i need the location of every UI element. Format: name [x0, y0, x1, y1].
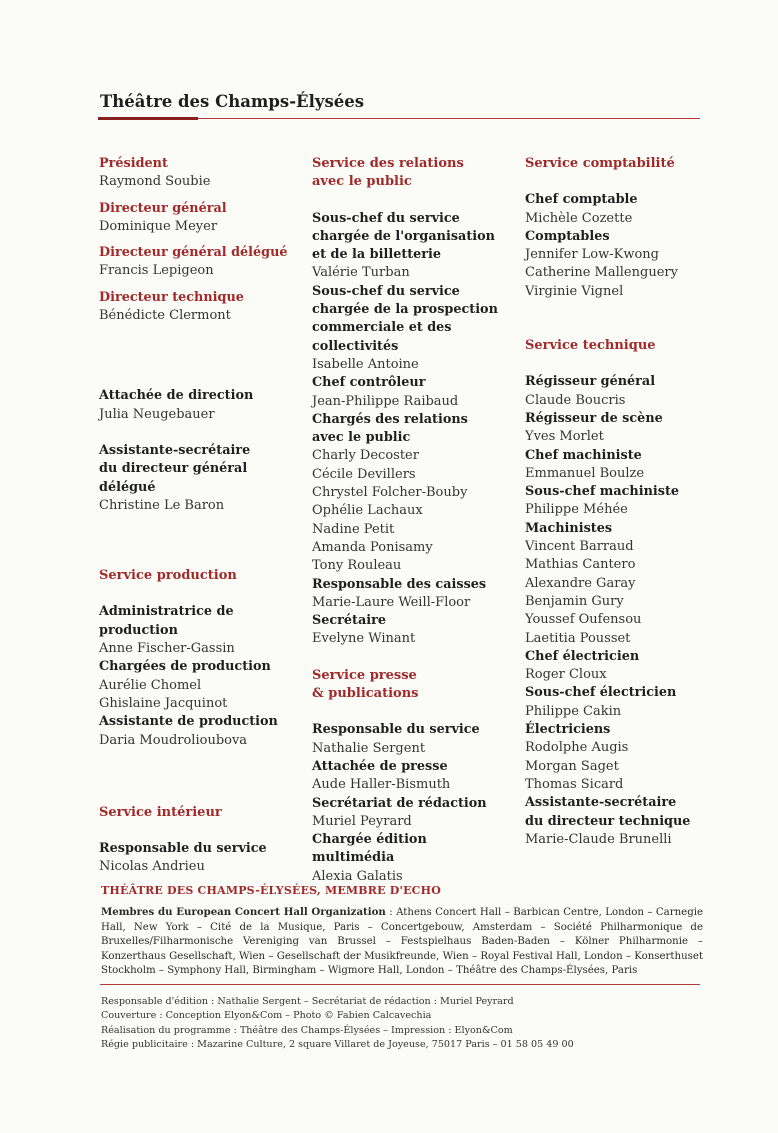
role-title: chargée de l'organisation: [312, 228, 495, 244]
role-title: Régisseur général: [525, 374, 656, 390]
person-name: Julia Neugebauer: [99, 406, 215, 422]
person-name: Evelyne Winant: [312, 631, 416, 647]
person-name: Rodolphe Augis: [525, 740, 629, 756]
role-title: Chargée édition multimédia: [312, 832, 427, 866]
echo-membership: [101, 884, 703, 979]
person-name: Nicolas Andrieu: [99, 859, 205, 875]
person-name: Valérie Turban: [312, 265, 410, 281]
echo-members: : Athens Concert Hall – Barbican Centre, London – Carnegie Hall, New York – Cité de la Musique, Paris – Concertgebouw, Amsterdam – Société Philharmonique de Bruxelles/Filharmonische Vereniging van Brussel – Festspielhaus Baden-Baden – Kölner Philharmonie – Konzerthaus Gesellschaft, Wien – Gesellschaft der Musikfreunde, Wien – Royal Festival Hall, London – Konserthuset Stockholm – Symphony Hall, Birmingham – Wigmore Hall, London – Théâtre des Champs-Élysées, Paris: [101, 907, 704, 976]
person-name: Dominique Meyer: [99, 218, 218, 234]
role-title: Machinistes: [525, 520, 613, 536]
section-heading: Service comptabilité: [525, 156, 675, 171]
staff-entry: [99, 442, 299, 515]
person-name: Marie-Laure Weill-Floor: [312, 594, 471, 610]
staff-column-3: [525, 155, 725, 849]
role-title: Sous-chef machiniste: [525, 484, 680, 500]
role-title: Chef contrôleur: [312, 375, 426, 391]
role-title: Comptables: [525, 228, 610, 244]
person-name: Charly Decoster: [312, 448, 419, 464]
person-name: Thomas Sicard: [525, 776, 624, 792]
role-title: commerciale et des collectivités: [312, 320, 452, 354]
person-name: Raymond Soubie: [99, 174, 211, 190]
section-heading: Service technique: [525, 338, 656, 354]
person-name: Daria Moudrolioubova: [99, 732, 248, 748]
person-name: Bénédicte Clermont: [99, 308, 231, 324]
section-heading: & publications: [312, 686, 419, 702]
role-title: Secrétariat de rédaction: [312, 795, 487, 811]
role-title: Sous-chef électricien: [525, 685, 677, 701]
person-name: Aurélie Chomel: [99, 677, 202, 693]
person-name: Chrystel Folcher-Bouby: [312, 485, 468, 501]
credit-line: Régie publicitaire : Mazarine Culture, 2 square Villaret de Joyeuse, 75017 Paris – 01 58 05 49 00: [101, 1038, 574, 1050]
role-title: du directeur technique: [525, 813, 691, 829]
credit-line: Responsable d'édition : Nathalie Sergent – Secrétariat de rédaction : Muriel Peyrard: [101, 996, 514, 1007]
section-heading: Service intérieur: [99, 804, 222, 820]
person-name: Jennifer Low-Kwong: [525, 247, 659, 263]
role-title: Chef électricien: [525, 648, 640, 664]
role-title: Responsable du service: [312, 722, 480, 738]
role-title: Directeur général: [99, 200, 227, 216]
staff-entry: [99, 244, 299, 281]
role-title: Assistante-secrétaire: [99, 442, 251, 458]
person-name: Muriel Peyrard: [312, 813, 412, 829]
staff-entry: [99, 200, 299, 237]
section-heading: Service production: [99, 568, 237, 584]
role-title: Assistante-secrétaire: [525, 795, 677, 811]
credits: [101, 995, 701, 1052]
role-title: Directeur général délégué: [99, 245, 288, 261]
staff-entry: [99, 289, 299, 326]
person-name: Alexia Galatis: [312, 868, 403, 884]
role-title: Électriciens: [525, 722, 611, 738]
role-title: Sous-chef du service: [312, 283, 460, 299]
person-name: Jean-Philippe Raibaud: [312, 393, 459, 409]
person-name: Youssef Oufensou: [525, 612, 642, 628]
role-title: et de la billetterie: [312, 247, 442, 263]
role-title: Attachée de presse: [312, 758, 448, 774]
staff-column-2: [312, 155, 512, 886]
person-name: Philippe Méhée: [525, 502, 628, 518]
staff-column-1: [99, 155, 299, 877]
role-title: avec le public: [312, 430, 411, 446]
staff-entry: [99, 387, 299, 424]
person-name: Philippe Cakin: [525, 703, 622, 719]
person-name: Virginie Vignel: [525, 283, 624, 299]
person-name: Nadine Petit: [312, 521, 395, 537]
credit-line: Couverture : Conception Elyon&Com – Photo © Fabien Calcavechia: [101, 1010, 432, 1022]
person-name: Cécile Devillers: [312, 466, 416, 482]
person-name: Amanda Ponisamy: [312, 539, 433, 555]
role-title: du directeur général délégué: [99, 461, 248, 495]
role-title: Secrétaire: [312, 613, 387, 629]
role-title: Chef machiniste: [525, 447, 642, 463]
role-title: Directeur technique: [99, 289, 244, 305]
person-name: Francis Lepigeon: [99, 263, 214, 279]
role-title: Attachée de direction: [99, 388, 254, 404]
person-name: Nathalie Sergent: [312, 740, 426, 756]
section-heading: Service presse: [312, 667, 417, 683]
credit-line: Réalisation du programme : Théâtre des Champs-Élysées – Impression : Elyon&Com: [101, 1024, 513, 1036]
person-name: Morgan Saget: [525, 758, 619, 774]
role-title: Chef comptable: [525, 192, 638, 208]
person-name: Vincent Barraud: [525, 539, 634, 555]
header-rule-accent: [98, 117, 198, 120]
person-name: Mathias Cantero: [525, 557, 636, 573]
role-title: Administratrice de production: [99, 604, 234, 638]
person-name: Benjamin Gury: [525, 593, 624, 609]
person-name: Isabelle Antoine: [312, 356, 419, 372]
person-name: Tony Rouleau: [312, 558, 402, 574]
echo-text: [101, 905, 703, 979]
person-name: Yves Morlet: [525, 429, 604, 445]
person-name: Claude Boucris: [525, 392, 626, 408]
person-name: Marie-Claude Brunelli: [525, 831, 672, 847]
person-name: Roger Cloux: [525, 667, 607, 683]
section-heading: Service des relations: [312, 156, 464, 171]
page-title: Théâtre des Champs-Élysées: [100, 92, 365, 111]
person-name: Anne Fischer-Gassin: [99, 641, 235, 657]
person-name: Catherine Mallenguery: [525, 265, 678, 281]
echo-lead: Membres du European Concert Hall Organization: [101, 906, 386, 918]
role-title: Responsable du service: [99, 841, 267, 857]
footer-rule: [100, 984, 700, 985]
staff-entry: [99, 155, 299, 192]
role-title: Chargés des relations: [312, 411, 468, 427]
role-title: Responsable des caisses: [312, 576, 487, 592]
role-title: chargée de la prospection: [312, 302, 498, 318]
role-title: Régisseur de scène: [525, 410, 663, 426]
echo-title: THÉÂTRE DES CHAMPS-ÉLYSÉES, MEMBRE D'ECHO: [101, 884, 441, 897]
person-name: Michèle Cozette: [525, 210, 633, 226]
role-title: Président: [99, 156, 168, 171]
role-title: Chargées de production: [99, 659, 271, 675]
role-title: Sous-chef du service: [312, 210, 460, 226]
section-heading: avec le public: [312, 174, 412, 190]
person-name: Ghislaine Jacquinot: [99, 695, 228, 711]
person-name: Ophélie Lachaux: [312, 503, 423, 519]
person-name: Laetitia Pousset: [525, 630, 631, 646]
person-name: Alexandre Garay: [525, 575, 636, 591]
person-name: Christine Le Baron: [99, 497, 225, 513]
person-name: Emmanuel Boulze: [525, 465, 645, 481]
person-name: Aude Haller-Bismuth: [312, 777, 451, 793]
role-title: Assistante de production: [99, 714, 278, 730]
